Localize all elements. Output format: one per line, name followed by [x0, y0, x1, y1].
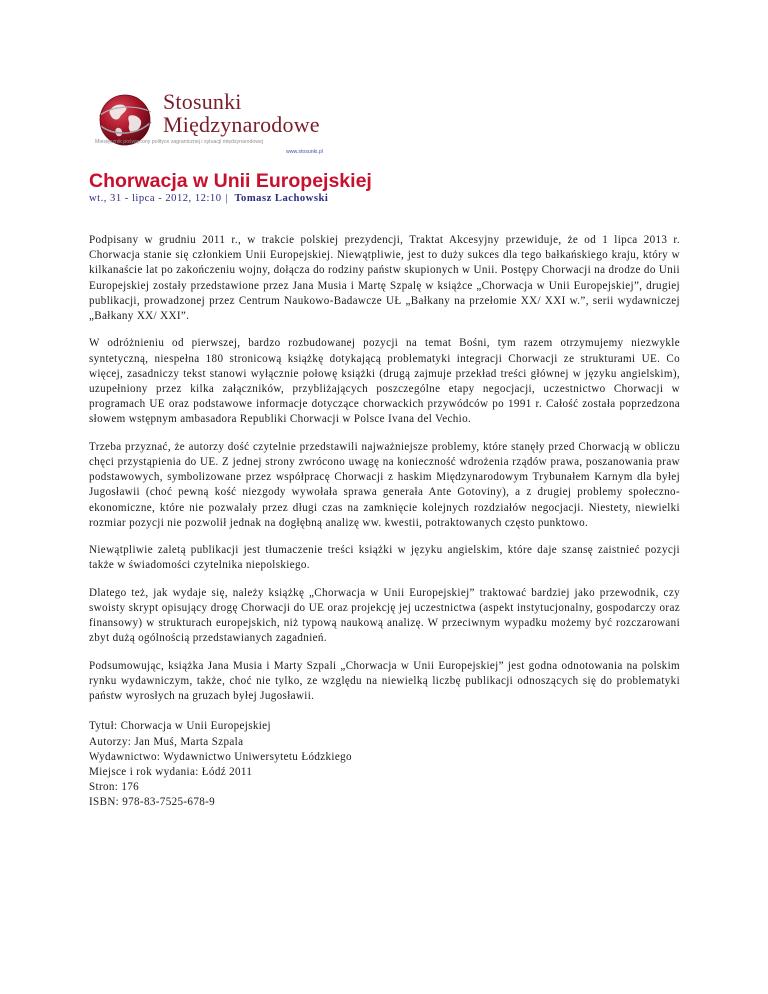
book-details: [89, 719, 680, 810]
article-paragraph: Niewątpliwie zaletą publikacji jest tłumaczenie treści książki w języku angielskim, które daje szansę zaistnieć pozycji także w świadomości czytelnika niepolskiego.: [89, 544, 680, 572]
book-publisher-line: Wydawnictwo: Wydawnictwo Uniwersytetu Łódzkiego: [89, 750, 352, 763]
article-meta: [89, 193, 328, 204]
brand-name-line1: Stosunki: [163, 89, 242, 114]
book-pages-line: Stron: 176: [89, 781, 140, 794]
brand-tagline: Miesięcznik poświęcony polityce zagranicznej i sytuacji międzynarodowej: [95, 139, 264, 145]
book-place-year-line: Miejsce i rok wydania: Łódź 2011: [89, 766, 253, 779]
site-logo[interactable]: [95, 88, 355, 160]
article-paragraph: W odróżnieniu od pierwszej, bardzo rozbudowanej pozycji na temat Bośni, tym razem otrzymujemy niezwykle syntetyczną, niespełna 180 stronicową książkę dotykającą problematyki integracji Chorwacji ze strukturami UE. Co więcej, zasadniczy tekst stanowi wyłącznie połowę książki (drugą zajmuje przekład treści głównej w języku angielskim), uzupełniony przez kilka załączników, przybliżających poszczególne etapy negocjacji, uczestnictwo Chorwacji w programach UE oraz podstawowe informacje dotyczące chorwackich przywódców po 1991 r. Całość została poprzedzona słowem wstępnym ambasadora Republiki Chorwacji w Polsce Ivana del Vechio.: [89, 337, 680, 426]
article-author[interactable]: Tomasz Lachowski: [234, 193, 329, 204]
book-authors-line: Autorzy: Jan Muś, Marta Szpala: [89, 735, 244, 748]
article-date: wt., 31 - lipca - 2012, 12:10: [89, 193, 222, 204]
site-url-link[interactable]: www.stosunki.pl: [286, 149, 323, 155]
article-title: Chorwacja w Unii Europejskiej: [89, 170, 372, 192]
article-paragraph: Podpisany w grudniu 2011 r., w trakcie polskiej prezydencji, Traktat Akcesyjny przewiduje, że od 1 lipca 2013 r. Chorwacja stanie się członkiem Unii Europejskiej. Niewątpliwie, jest to duży sukces dla tego bałkańskiego kraju, który w kilkanaście lat po zakończeniu wojny, dołącza do rodziny państw skupionych w Unii. Postępy Chorwacji na drodze do Unii Europejskiej zostały przedstawione przez Jana Musia i Martę Szpalę w książce „Chorwacja w Unii Europejskiej”, drugiej publikacji, prowadzonej przez Centrum Naukowo-Badawcze UŁ „Bałkany na przełomie XX/ XXI w.”, serii wydawniczej „Bałkany XX/ XXI”.: [89, 234, 680, 323]
book-title-line: Tytuł: Chorwacja w Unii Europejskiej: [89, 720, 271, 733]
meta-separator: |: [225, 193, 229, 204]
article-paragraph: Dlatego też, jak wydaje się, należy książkę „Chorwacja w Unii Europejskiej” traktować bardziej jako przewodnik, czy swoisty skrypt opisujący drogę Chorwacji do UE oraz projekcję jej uczestnictwa (aspekt instytucjonalny, gospodarczy oraz finansowy) w strukturach europejskich, niż typową naukową analizę. W przeciwnym wypadku możemy być rozczarowani zbyt dużą ogólnością przedstawianych zagadnień.: [89, 586, 680, 645]
article-body: [89, 233, 680, 811]
article-paragraph: Podsumowując, książka Jana Musia i Marty Szpali „Chorwacja w Unii Europejskiej” jest godna odnotowania na polskim rynku wydawniczym, także, choć nie tylko, ze względu na niewielką liczbę publikacji odnoszących się do problematyki państw wyrosłych na gruzach byłej Jugosławii.: [89, 659, 680, 703]
article-paragraph: Trzeba przyznać, że autorzy dość czytelnie przedstawili najważniejsze problemy, które stanęły przed Chorwacją w obliczu chęci przystąpienia do UE. Z jednej strony zwrócono uwagę na konieczność wdrożenia rządów prawa, poszanowania praw podstawowych, symbolizowane przez współpracę Chorwacji z haskim Międzynarodowym Trybunałem Karnym dla byłej Jugosławii (choć pewną kość niezgody wywołała sprawa generała Ante Gotoviny), a z drugiej problemy społeczno-ekonomiczne, które nie pozwalały przez długi czas na zamknięcie kolejnych rozdziałów negocjacji. Niestety, niewielki rozmiar pozycji nie pozwolił jednak na dogłębną analizę ww. kwestii, potraktowanych często punktowo.: [89, 440, 680, 529]
brand-name-line2: Międzynarodowe: [163, 112, 320, 137]
book-isbn-line: ISBN: 978-83-7525-678-9: [89, 796, 216, 809]
